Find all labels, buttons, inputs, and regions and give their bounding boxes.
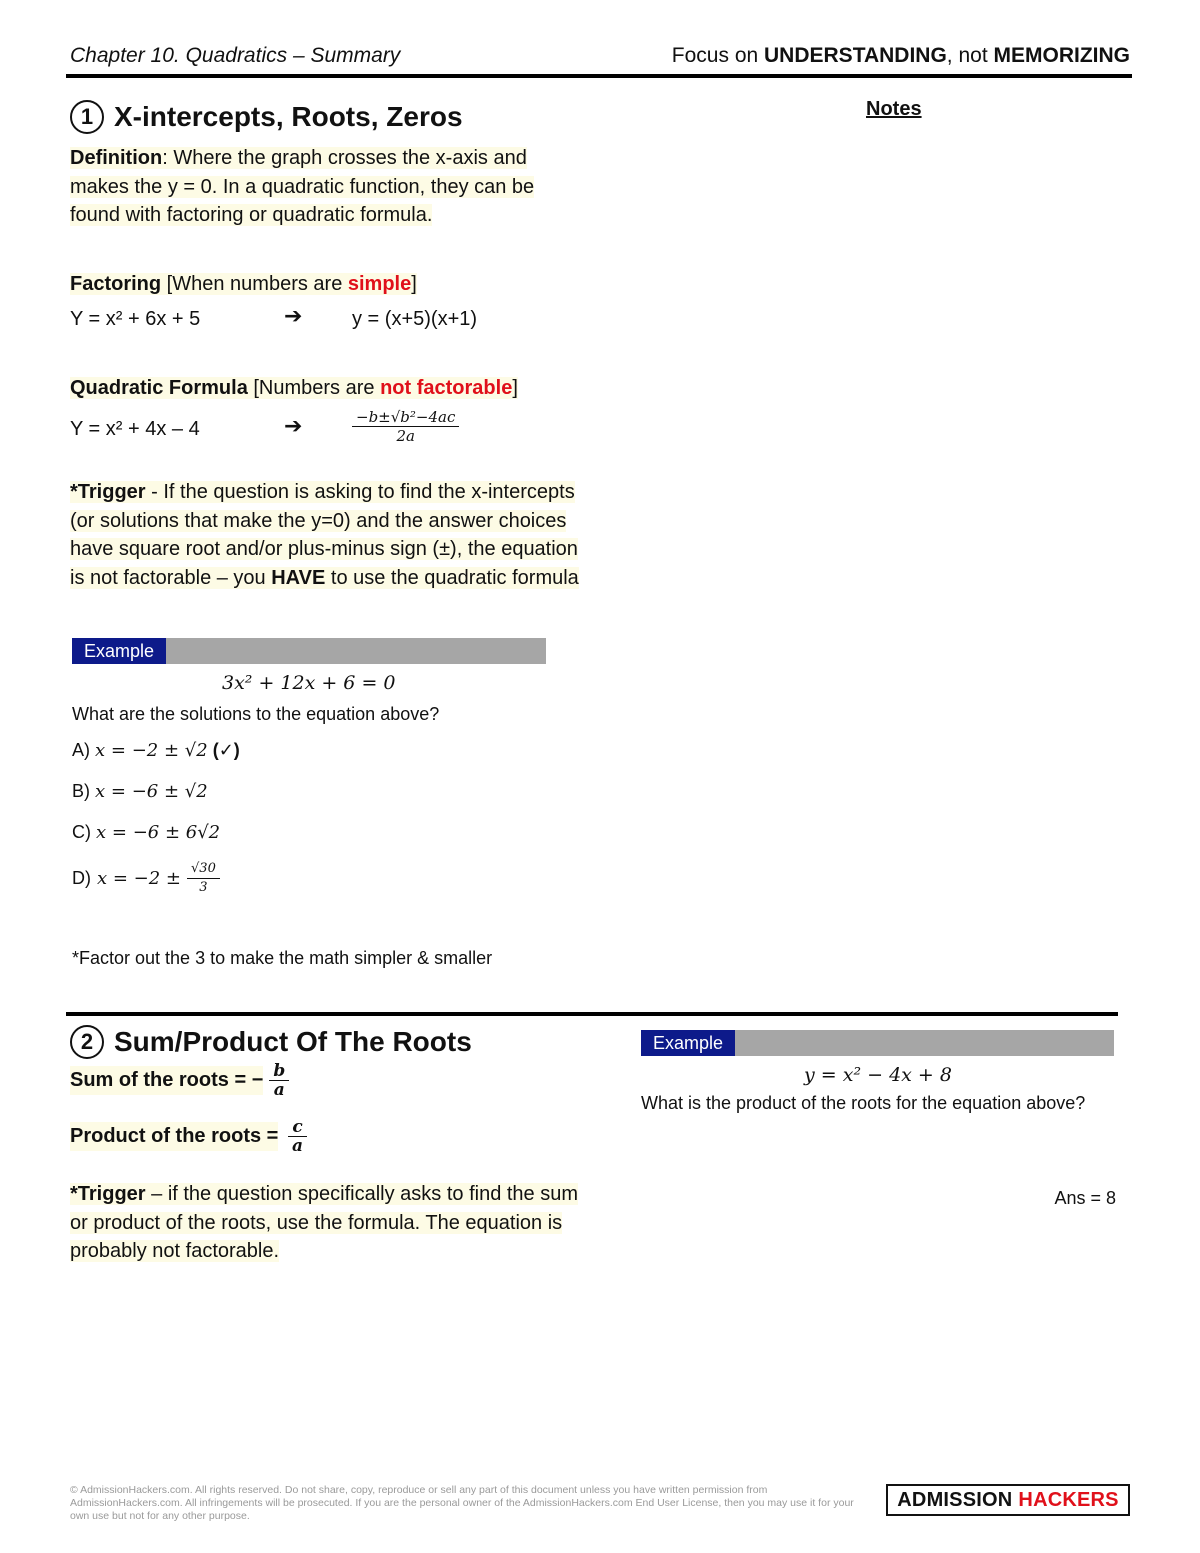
arrow-icon: ➔ bbox=[284, 413, 303, 438]
qf-numerator: −b±√b²−4ac bbox=[352, 408, 459, 427]
trigger1-paragraph bbox=[70, 478, 595, 592]
logo-word-1: ADMISSION bbox=[897, 1488, 1013, 1511]
trigger1-label: *Trigger bbox=[70, 481, 146, 503]
choice-letter: B) bbox=[72, 781, 90, 801]
notes-heading: Notes bbox=[866, 98, 922, 120]
definition-paragraph bbox=[70, 144, 580, 230]
choice-expression: x = −2 ± √2 bbox=[95, 740, 208, 761]
section1-heading bbox=[70, 100, 463, 134]
qf-eq-left: Y = x² + 4x – 4 bbox=[70, 418, 200, 440]
definition-text: : Where the graph crosses the x-axis and makes the y = 0. In a quadratic function, they can be found with factoring or quadratic formula. bbox=[70, 147, 535, 226]
example1-equation: 3x² + 12x + 6 = 0 bbox=[222, 672, 396, 694]
sum-formula bbox=[70, 1062, 289, 1099]
example1-question: What are the solutions to the equation above? bbox=[72, 704, 440, 724]
arrow-icon: ➔ bbox=[284, 303, 303, 328]
example2-equation: y = x² − 4x + 8 bbox=[804, 1064, 952, 1086]
admission-hackers-logo bbox=[886, 1484, 1130, 1516]
motto-prefix: Focus on bbox=[671, 44, 765, 67]
trigger2-label: *Trigger bbox=[70, 1183, 146, 1205]
section2-number-icon: 2 bbox=[70, 1025, 104, 1059]
section2-heading bbox=[70, 1025, 472, 1059]
choice-expression: x = −6 ± √2 bbox=[95, 781, 208, 802]
sum-fraction bbox=[269, 1062, 289, 1099]
definition-label: Definition bbox=[70, 147, 163, 169]
copyright-notice: © AdmissionHackers.com. All rights reserved. Do not share, copy, reproduce or sell any part of this document unless you have written permission from AdmissionHackers.com. All infringements will be prosecuted. If you are the personal owner of the AdmissionHackers.com End User License, then you may use it for your own use but not for any other purpose. bbox=[70, 1484, 854, 1522]
trigger2-text: – if the question specifically asks to find the sum or product of the roots, use the formula. The equation is probably not factorable. bbox=[70, 1183, 579, 1262]
quadratic-formula bbox=[352, 408, 459, 445]
factoring-red-text: simple bbox=[347, 273, 412, 295]
sum-label: Sum of the roots = − bbox=[70, 1066, 263, 1095]
factoring-heading bbox=[70, 270, 417, 299]
example2-answer: Ans = 8 bbox=[1054, 1188, 1116, 1208]
section1-title: X-intercepts, Roots, Zeros bbox=[114, 101, 463, 132]
trigger1-text-1: - If the question is asking to find the x-intercepts (or solutions that make the y=0) and the answer choices have square root and/or plus-minus sign (±), the equation is not factorable – you bbox=[70, 481, 578, 589]
example1-bar bbox=[72, 638, 546, 664]
example2-bar bbox=[641, 1030, 1114, 1056]
trigger2-paragraph bbox=[70, 1180, 590, 1266]
section-divider bbox=[66, 1012, 1118, 1016]
qf-close: ] bbox=[512, 377, 518, 399]
factoring-open: [When numbers are bbox=[161, 273, 348, 295]
example1-footnote: *Factor out the 3 to make the math simpler & smaller bbox=[72, 948, 493, 968]
factoring-label: Factoring bbox=[70, 273, 162, 295]
choice-letter: D) bbox=[72, 868, 91, 888]
choice-letter: C) bbox=[72, 822, 91, 842]
chapter-title: Chapter 10. Quadratics – Summary bbox=[70, 44, 401, 67]
checkmark-icon: (✓) bbox=[212, 740, 240, 760]
choice-expression: x = −2 ± bbox=[97, 868, 182, 889]
qf-label: Quadratic Formula bbox=[70, 377, 248, 399]
choice-letter: A) bbox=[72, 740, 90, 760]
sum-denominator: a bbox=[273, 1080, 285, 1100]
sum-numerator: b bbox=[269, 1062, 289, 1081]
motto-bold-2: MEMORIZING bbox=[993, 44, 1130, 67]
trigger1-bold: HAVE bbox=[271, 566, 326, 589]
example2-question: What is the product of the roots for the equation above? bbox=[641, 1093, 1086, 1113]
factoring-eq-left: Y = x² + 6x + 5 bbox=[70, 308, 201, 330]
factoring-eq-right: y = (x+5)(x+1) bbox=[352, 308, 478, 330]
product-label: Product of the roots = bbox=[70, 1122, 278, 1151]
factoring-close: ] bbox=[411, 273, 417, 295]
header-motto bbox=[672, 44, 1130, 68]
header-divider bbox=[66, 74, 1132, 78]
product-denominator: a bbox=[292, 1136, 304, 1156]
choice-d bbox=[72, 860, 220, 897]
qf-heading bbox=[70, 374, 518, 403]
qf-denominator: 2a bbox=[396, 427, 415, 445]
fraction-numerator: √30 bbox=[187, 860, 220, 879]
product-numerator: c bbox=[288, 1118, 306, 1137]
choice-a bbox=[72, 740, 240, 761]
trigger1-text-2: to use the quadratic formula bbox=[325, 566, 579, 589]
qf-red-text: not factorable bbox=[380, 377, 513, 399]
example1-label: Example bbox=[72, 638, 166, 664]
motto-mid: , not bbox=[946, 44, 994, 67]
section1-number-icon: 1 bbox=[70, 100, 104, 134]
choice-d-fraction bbox=[187, 860, 220, 897]
product-formula bbox=[70, 1118, 307, 1155]
section2-title: Sum/Product Of The Roots bbox=[114, 1026, 472, 1057]
qf-open: [Numbers are bbox=[247, 377, 381, 399]
choice-c bbox=[72, 822, 220, 843]
product-fraction bbox=[288, 1118, 306, 1155]
motto-bold-1: UNDERSTANDING bbox=[764, 44, 947, 67]
logo-word-2: HACKERS bbox=[1018, 1488, 1119, 1511]
choice-b bbox=[72, 781, 208, 802]
fraction-denominator: 3 bbox=[199, 880, 208, 895]
choice-expression: x = −6 ± 6√2 bbox=[96, 822, 221, 843]
example2-label: Example bbox=[641, 1030, 735, 1056]
